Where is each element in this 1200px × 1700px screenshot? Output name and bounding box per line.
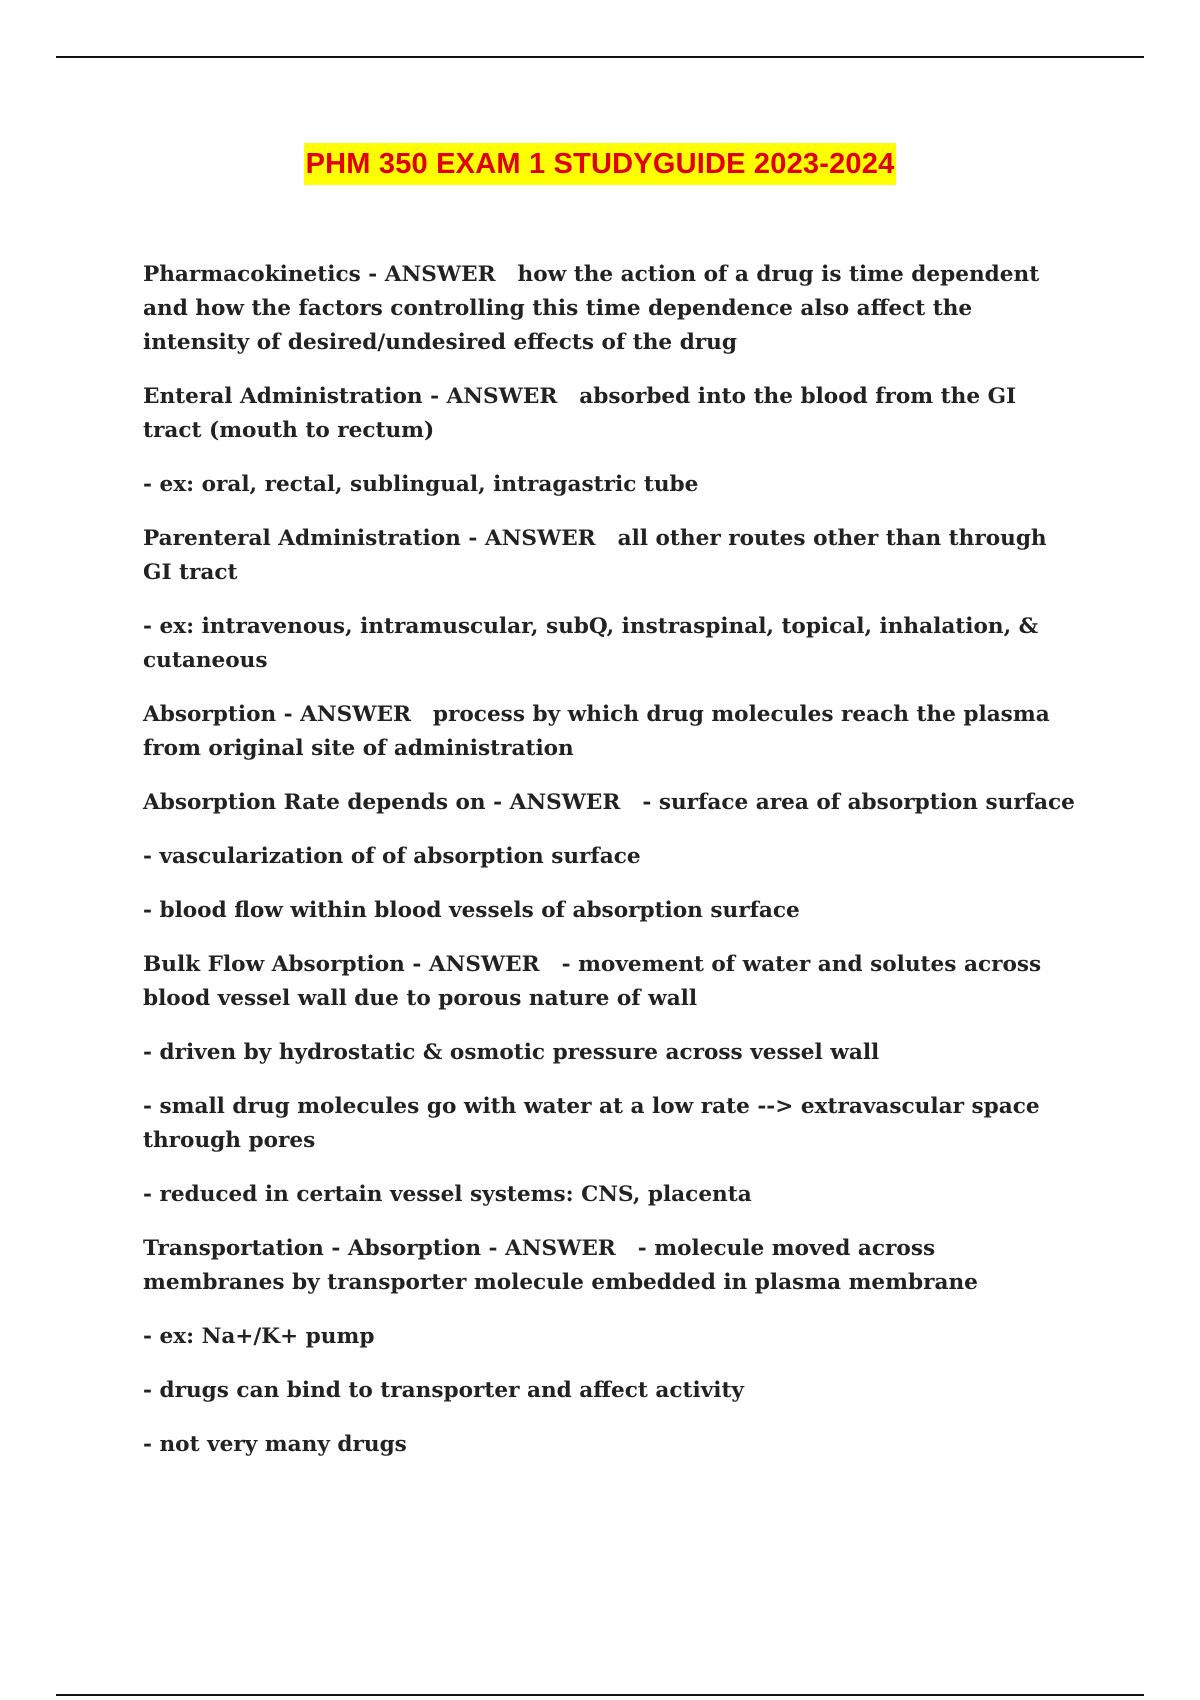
definition: - movement of water and solutes across blood vessel wall due to porous nature of wall — [143, 952, 1042, 1011]
definition: - surface area of absorption surface — [642, 790, 1075, 815]
paragraph — [143, 698, 1078, 766]
term: Absorption - ANSWER — [143, 702, 411, 727]
definition: - small drug molecules go with water at a low rate --> extravascular space through pores — [143, 1094, 1040, 1153]
paragraph — [143, 258, 1078, 360]
paragraph — [143, 894, 1078, 928]
paragraph — [143, 1232, 1078, 1300]
term: Bulk Flow Absorption - ANSWER — [143, 952, 540, 977]
bottom-divider — [56, 1694, 1144, 1696]
paragraph — [143, 948, 1078, 1016]
paragraph — [143, 1374, 1078, 1408]
paragraph — [143, 840, 1078, 874]
title-container — [0, 143, 1200, 185]
study-guide-content — [143, 258, 1078, 1482]
definition: how the action of a drug is time dependent and how the factors controlling this time dependence also affect the intensity of desired/undesired effects of the drug — [143, 262, 1040, 355]
top-divider — [56, 56, 1144, 58]
definition: - blood flow within blood vessels of absorption surface — [143, 898, 800, 923]
term: Transportation - Absorption - ANSWER — [143, 1236, 616, 1261]
definition: absorbed into the blood from the GI tract (mouth to rectum) — [143, 384, 1017, 443]
paragraph — [143, 786, 1078, 820]
paragraph — [143, 610, 1078, 678]
paragraph — [143, 1320, 1078, 1354]
paragraph — [143, 522, 1078, 590]
definition: - molecule moved across membranes by transporter molecule embedded in plasma membrane — [143, 1236, 978, 1295]
definition: process by which drug molecules reach the plasma from original site of administration — [143, 702, 1050, 761]
definition: - ex: oral, rectal, sublingual, intragastric tube — [143, 472, 699, 497]
term: Parenteral Administration - ANSWER — [143, 526, 596, 551]
definition: all other routes other than through GI tract — [143, 526, 1047, 585]
paragraph — [143, 1178, 1078, 1212]
document-title: PHM 350 EXAM 1 STUDYGUIDE 2023-2024 — [304, 143, 897, 185]
definition: - not very many drugs — [143, 1432, 407, 1457]
paragraph — [143, 1036, 1078, 1070]
definition: - ex: Na+/K+ pump — [143, 1324, 375, 1349]
definition: - drugs can bind to transporter and affect activity — [143, 1378, 744, 1403]
paragraph — [143, 1090, 1078, 1158]
definition: - ex: intravenous, intramuscular, subQ, instraspinal, topical, inhalation, & cutaneous — [143, 614, 1039, 673]
paragraph — [143, 1428, 1078, 1462]
term: Absorption Rate depends on - ANSWER — [143, 790, 621, 815]
definition: - reduced in certain vessel systems: CNS, placenta — [143, 1182, 752, 1207]
term: Enteral Administration - ANSWER — [143, 384, 558, 409]
definition: - vascularization of of absorption surface — [143, 844, 641, 869]
term: Pharmacokinetics - ANSWER — [143, 262, 496, 287]
definition: - driven by hydrostatic & osmotic pressure across vessel wall — [143, 1040, 880, 1065]
paragraph — [143, 468, 1078, 502]
paragraph — [143, 380, 1078, 448]
